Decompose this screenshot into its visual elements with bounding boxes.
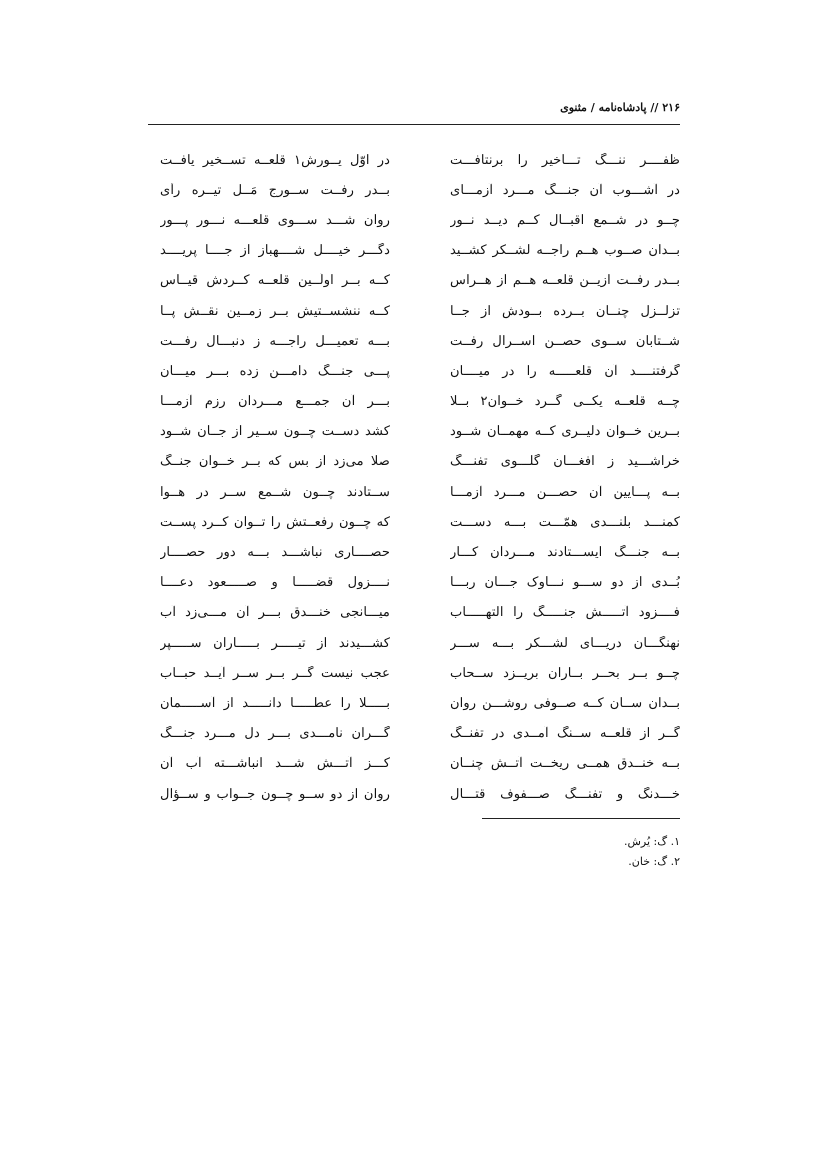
hemistich-left: حصــــاری نباشـــد بـــه دور حصــــار — [160, 545, 390, 561]
verse-row — [160, 688, 680, 718]
hemistich-right: چــو بــر بحــر بــاران بریــزد ســحاب — [450, 665, 680, 681]
verse-row — [160, 417, 680, 447]
hemistich-left: بــدر رفــت ســورج مَــل تیــره رأی — [160, 182, 390, 198]
hemistich-left: دگـــر خیــــل شــــهباز از جــــا پریــــد — [160, 243, 390, 259]
hemistich-right: تزلــزل چنــان بــرده بــودش از جــا — [450, 303, 680, 319]
hemistich-left: کشد دســت چــون ســیر از جــان شــود — [160, 424, 390, 440]
hemistich-right: کمنـــد بلنـــدی همّـــت بـــه دســـت — [450, 514, 680, 530]
verse-row — [160, 658, 680, 688]
hemistich-right: بــه جنـــگ ایســـتادند مـــردان کـــار — [450, 545, 680, 561]
hemistich-right: بــدان ســان کــه صــوفی روشـــن روان — [450, 695, 680, 711]
hemistich-left: میـــانجی خنـــدق بـــر آن مـــی‌زد آب — [160, 605, 390, 621]
hemistich-right: بــرین خــوان دلیــری کــه مهمــان شــود — [450, 424, 680, 440]
hemistich-right: بــدان صــوب هــم راجــه لشــکر کشــید — [450, 243, 680, 259]
hemistich-left: بـــه تعمیـــل راجـــه ز دنبـــال رفـــت — [160, 333, 390, 349]
hemistich-right: در آشـــوب آن جنـــگ مـــرد آزمـــای — [450, 182, 680, 198]
hemistich-right: فــــزود آتـــــش جنـــــگ را التهـــــاب — [450, 605, 680, 621]
hemistich-right: شــتابان ســوی حصــن اســرال رفــت — [450, 333, 680, 349]
hemistich-right: چــو در شــمع اقبــال کــم دیــد نــور — [450, 212, 680, 228]
verse-row — [160, 326, 680, 356]
header-slash: / — [590, 101, 595, 114]
hemistich-left: کـــز آتـــش شـــد انباشـــته آب آن — [160, 756, 390, 772]
verse-row — [160, 537, 680, 567]
hemistich-left: روان از دو ســو چــون جــواب و ســؤال — [160, 786, 390, 802]
footnote-2: ۲. گ: خان. — [628, 855, 680, 868]
hemistich-right: چــه قلعــه یکــی گــرد خــوان۲ بــلا — [450, 394, 680, 410]
verse-row — [160, 628, 680, 658]
verse-row — [160, 387, 680, 417]
hemistich-left: کــه بــر اولّــین قلعــه کــردش قیــاس — [160, 273, 390, 289]
verse-row — [160, 749, 680, 779]
running-header — [148, 98, 680, 125]
hemistich-left: که چــون رفعــتش را تــوان کــرد پســت — [160, 514, 390, 530]
page-number: ۲۱۶ — [662, 101, 680, 114]
hemistich-left: پـــی جنـــگ دامـــن زده بـــر میـــان — [160, 363, 390, 379]
hemistich-left: صلا می‌زد از بس که بــر خــوان جنــگ — [160, 454, 390, 470]
verse-row — [160, 598, 680, 628]
hemistich-left: روان شـــد ســـوی قلعـــه نـــور پـــور — [160, 212, 390, 228]
hemistich-left: بـــر آن جمـــع مـــردان رزم آزمـــا — [160, 394, 390, 410]
hemistich-left: گـــران نامـــدی بـــر دل مـــرد جنـــگ — [160, 726, 390, 742]
hemistich-left: نــــزول قضـــــا و صـــــعود دعــــا — [160, 575, 390, 591]
verse-row — [160, 568, 680, 598]
poem-body — [160, 145, 680, 809]
hemistich-right: بــه پـــایین آن حصـــن مـــرد آزمـــا — [450, 484, 680, 500]
hemistich-right: بــه خنــدق همــی ریخــت آتــش چنــان — [450, 756, 680, 772]
footnote-1: ۱. گ: یُرش. — [623, 835, 680, 848]
book-title: پادشاه‌نامه — [598, 101, 647, 114]
hemistich-right: بُــدی از دو ســـو نـــاوک جـــان ربـــا — [450, 575, 680, 591]
footnote-divider — [482, 818, 680, 819]
verse-row — [160, 719, 680, 749]
section-title: مثنوی — [560, 101, 587, 114]
hemistich-right: خـــدنگ و تفنـــگ صـــفوف قتـــال — [450, 786, 680, 802]
hemistich-right: خراشـــید ز افغـــان گلـــوی تفنـــگ — [450, 454, 680, 470]
verse-row — [160, 266, 680, 296]
hemistich-left: کشـــیدند از تیـــــر بـــــاران ســـــپر — [160, 635, 390, 651]
verse-row — [160, 779, 680, 809]
hemistich-right: بــدر رفــت ازیــن قلعــه هــم از هــراس — [450, 273, 680, 289]
verse-row — [160, 296, 680, 326]
hemistich-right: نهنگـــان دریـــای لشـــکر بـــه ســـر — [450, 635, 680, 651]
verse-row — [160, 205, 680, 235]
hemistich-right: گــر از قلعــه ســنگ آمــدی در تفنــگ — [450, 726, 680, 742]
hemistich-right: ظفــــر ننـــگ تـــأخیر را برنتافـــت — [450, 152, 680, 168]
hemistich-left: در اوّل یــورش۱ قلعــه تســخیر یافــت — [160, 152, 390, 168]
verse-row — [160, 145, 680, 175]
verse-row — [160, 236, 680, 266]
verse-row — [160, 175, 680, 205]
verse-row — [160, 356, 680, 386]
footnotes — [480, 832, 680, 872]
verse-row — [160, 447, 680, 477]
verse-row — [160, 477, 680, 507]
hemistich-right: گرفتنــــد آن قلعـــــه را در میــــان — [450, 363, 680, 379]
header-separator: // — [650, 101, 659, 114]
verse-row — [160, 507, 680, 537]
hemistich-left: ســتادند چــون شــمع ســر در هــوا — [160, 484, 390, 500]
hemistich-left: عجب نیست گــر بــر ســر آیــد حبــاب — [160, 665, 390, 681]
hemistich-left: کــه ننشســتیش بــر زمــین نقــش پــا — [160, 303, 390, 319]
hemistich-left: بـــــلا را عطـــــا دانـــــد از آســـــمان — [160, 695, 390, 711]
